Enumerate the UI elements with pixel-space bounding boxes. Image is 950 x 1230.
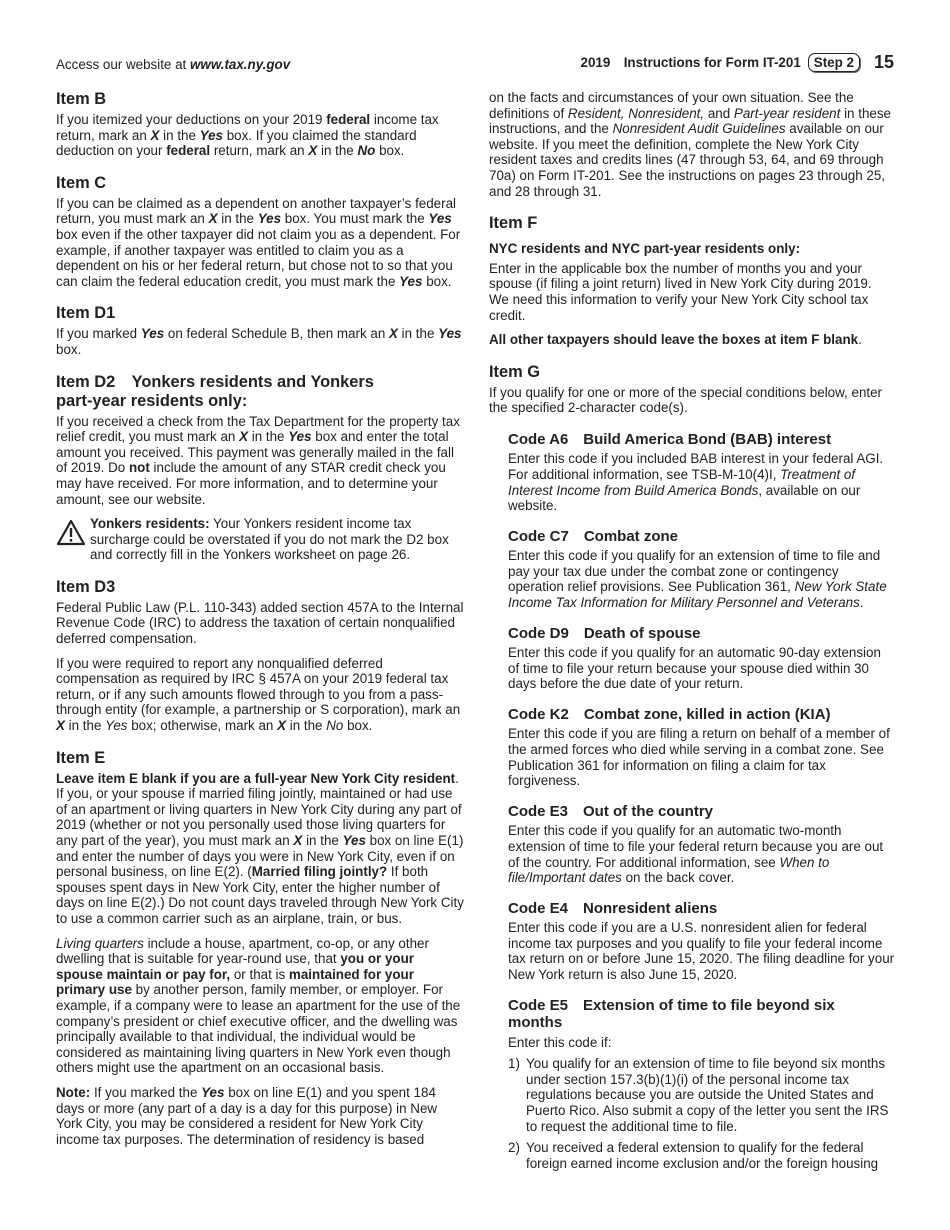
item-b-section (56, 90, 464, 159)
item-d3-para-2: If you were required to report any nonqualified deferred compensation as required by IRC § 457A on your 2019 federal tax return, or if any such amounts flowed through to you from a pass-through entity (for example, a partnership or S corporation), mark an X in the Yes box; otherwise, mark an X in the No box. (56, 655, 461, 734)
step-badge: Step 2 (808, 53, 860, 72)
code-a6-text: Enter this code if you included BAB interest in your federal AGI. For additional information, see TSB-M-10(4)I, Treatment of Interest Income from Build America Bonds, available on our website. (508, 451, 884, 514)
code-c7-text: Enter this code if you qualify for an extension of time to file and pay your tax due under the combat zone or contingency operation relief provisions. See Publication 361, New York State Income Tax Information for Military Personnel and Veterans. (508, 548, 887, 611)
website-line (56, 57, 290, 73)
item-c-heading: Item C (56, 173, 107, 192)
code-e4-text: Enter this code if you are a U.S. nonresident alien for federal income tax purposes and you qualify to file your federal income tax return on or before June 15, 2020. The filing deadline for your New York return is also June 15, 2020. (508, 920, 895, 982)
list-item (508, 1140, 895, 1171)
code-k2-heading: Code K2 Combat zone, killed in action (KIA) (508, 705, 831, 723)
website-link[interactable]: www.tax.ny.gov (189, 57, 291, 72)
item-d1-text: If you marked Yes on federal Schedule B, then mark an X in the Yes box. (56, 326, 462, 357)
item-d1-heading: Item D1 (56, 304, 116, 323)
code-e4-heading: Code E4 Nonresident aliens (508, 899, 718, 917)
item-b-text: If you itemized your deductions on your 2019 federal income tax return, mark an X in the Yes box. If you claimed the standard deduction on your federal return, mark an X in the No box. (56, 112, 439, 159)
code-k2-text: Enter this code if you are filing a return on behalf of a member of the armed forces who died while serving in a combat zone. See Publication 361 for information on filing a claim for tax forgiveness. (508, 726, 890, 789)
item-c-text: If you can be claimed as a dependent on another taxpayer’s federal return, you must mark an X in the Yes box. You must mark the Yes box even if the other taxpayer did not claim you as a dependent. For example, if another taxpayer was entitled to claim you as a dependent on his or her federal return, but chose not to so that you can claim the federal education credit, you must mark the Yes box. (56, 195, 461, 289)
item-e-section (56, 749, 464, 1148)
code-d9-heading: Code D9 Death of spouse (508, 624, 701, 642)
item-e-heading: Item E (56, 748, 106, 767)
item-d2-section (56, 373, 464, 563)
warning-icon (56, 519, 90, 563)
item-d2-heading: Item D2 Yonkers residents and Yonkers part-year residents only: (56, 372, 374, 410)
codes-list (489, 431, 895, 1171)
item-b-heading: Item B (56, 90, 107, 108)
left-column (56, 90, 464, 1162)
list-text: You received a federal extension to qualify for the federal foreign earned income exclusion and/or the foreign housing (526, 1140, 879, 1171)
living-quarters-para: Living quarters include a house, apartment, co-op, or any other dwelling that is suitable for year-round use, that you or your spouse maintain or pay for, or that is maintained for your primary use by another person, family member, or employer. For example, if a company were to lease an apartment for the use of the company’s president or chief executive officer, and the dwelling was principally available to that individual, the individual would be considered as maintaining living quarters in New York even though others might use the apartment on an occasional basis. (56, 935, 461, 1076)
item-d3-section (56, 578, 464, 734)
code-a6 (508, 431, 895, 514)
item-e-continued (489, 90, 895, 199)
item-g-section (489, 363, 895, 1172)
code-e3 (508, 803, 895, 886)
right-column (489, 90, 895, 1186)
item-f-subheading: NYC residents and NYC part-year residents only: (489, 241, 801, 257)
list-item (508, 1056, 895, 1134)
warning-text: Yonkers residents: Your Yonkers resident income tax surcharge could be overstated if you do not mark the D2 box and correctly fill in the Yonkers worksheet on page 26. (90, 516, 449, 563)
code-d9-text: Enter this code if you qualify for an automatic 90-day extension of time to file your return because your spouse died within 30 days before the due date of your return. (508, 645, 881, 692)
code-e5-heading: Code E5 Extension of time to file beyond six months (508, 996, 835, 1032)
item-f-text: Enter in the applicable box the number of months you and your spouse (if filing a joint return) lived in New York City during 2019. We need this information to verify your New York City school tax credit. (489, 260, 872, 323)
item-e-continued-text: on the facts and circumstances of your own situation. See the definitions of Resident, Nonresident, and Part-year resident in these instructions, and the Nonresident Audit Guidelines available on our website. If you meet the definition, complete the New York City resident taxes and credits lines (47 through 53, 64, and 69 through 70a) on Form IT-201. See the instructions on pages 23 through 25, and 28 through 31. (489, 90, 891, 199)
item-f-section (489, 214, 895, 348)
item-d1-section (56, 304, 464, 357)
header-right (581, 53, 894, 72)
yonkers-warning (56, 516, 464, 563)
item-e-note: Note: If you marked the Yes box on line E(1) and you spent 184 days or more (any part of a day is a day for this purpose) in New York City, you may be considered a resident for New York City income tax purposes. The determination of residency is based (56, 1084, 438, 1147)
code-c7-heading: Code C7 Combat zone (508, 527, 679, 545)
code-k2 (508, 706, 895, 789)
page-number: 15 (873, 51, 894, 72)
item-e-para-1: Leave item E blank if you are a full-year New York City resident. If you, or your spouse if married filing jointly, maintained or had use of an apartment or living quarters in New York City during any part of 2019 (whether or not you personally used those living quarters for any part of the year), you must mark an X in the Yes box on line E(1) and enter the number of days you were in New York City, even if on personal business, on line E(2). (Married filing jointly? If both spouses spent days in New York City, enter the higher number of days on line E(2).) Do not count days traveled through New York City to use a common carrier such as an airplane, train, or bus. (56, 770, 464, 926)
item-d2-text: If you received a check from the Tax Department for the property tax relief credit, you must mark an X in the Yes box and enter the total amount you received. This payment was generally mailed in the fall of 2019. Do not include the amount of any STAR credit check you may have received. For more information, and to determine your amount, see our website. (56, 413, 460, 507)
code-e5 (508, 997, 895, 1172)
code-d9 (508, 625, 895, 692)
page-header (56, 53, 894, 77)
item-f-heading: Item F (489, 214, 538, 233)
list-number: 1) (508, 1056, 520, 1072)
item-g-heading: Item G (489, 362, 541, 381)
item-d3-para-1: Federal Public Law (P.L. 110-343) added section 457A to the Internal Revenue Code (IRC) to address the taxation of certain nonqualified deferred compensation. (56, 599, 464, 647)
item-c-section (56, 174, 464, 290)
item-f-other: All other taxpayers should leave the boxes at item F blank. (489, 332, 862, 348)
list-number: 2) (508, 1140, 520, 1156)
code-e5-intro: Enter this code if: (508, 1034, 612, 1050)
access-text: Access our website at (56, 57, 187, 72)
code-e3-heading: Code E3 Out of the country (508, 802, 714, 820)
code-e4 (508, 900, 895, 983)
code-e3-text: Enter this code if you qualify for an automatic two-month extension of time to file your federal return because you are out of the country. For additional information, see When to file/Important dates on the back cover. (508, 823, 884, 886)
list-text: You qualify for an extension of time to file beyond six months under section 157.3(b)(1)(i) of the personal income tax regulations because you are outside the United States and Puerto Rico. Also submit a copy of the letter you sent the IRS to request the additional time to file. (526, 1056, 889, 1134)
code-a6-heading: Code A6 Build America Bond (BAB) interest (508, 430, 832, 448)
item-d3-heading: Item D3 (56, 577, 116, 596)
code-c7 (508, 528, 895, 611)
doc-title: 2019 Instructions for Form IT-201 (580, 54, 801, 70)
item-g-text: If you qualify for one or more of the special conditions below, enter the specified 2-character code(s). (489, 384, 883, 416)
